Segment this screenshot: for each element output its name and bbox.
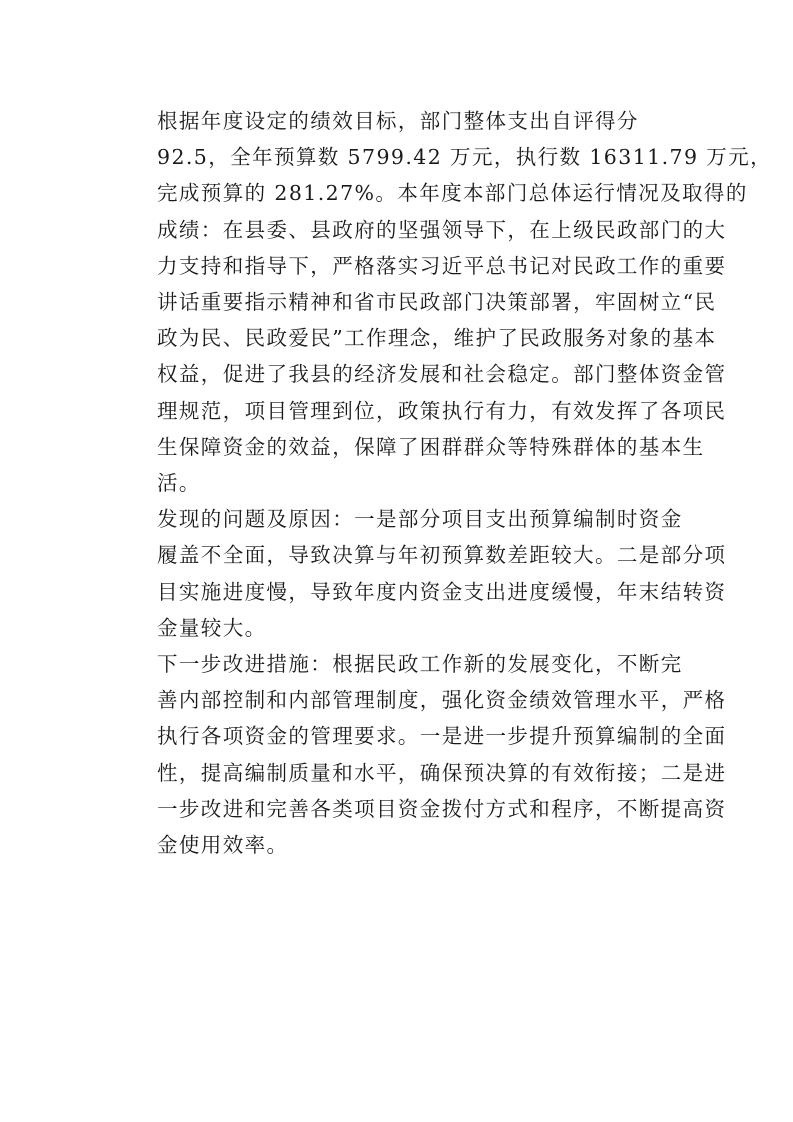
text-line: 完成预算的 281.27%。本年度本部门总体运行情况及取得的 (157, 181, 748, 206)
paragraph-improvement-measures (116, 646, 727, 863)
text-line: 金量较大。 (157, 615, 267, 640)
text-line: 执行各项资金的管理要求。一是进一步提升预算编制的全面 (157, 724, 727, 749)
text-line: 根据年度设定的绩效目标，部门整体支出自评得分 (157, 109, 639, 133)
text-line: 履盖不全面，导致决算与年初预算数差距较大。二是部分项 (157, 543, 727, 568)
text-line: 成绩：在县委、县政府的坚强领导下，在上级民政部门的大 (157, 217, 727, 242)
text-line: 金使用效率。 (157, 833, 289, 858)
text-line: 力支持和指导下，严格落实习近平总书记对民政工作的重要 (157, 253, 727, 278)
text-line: 讲话重要指示精神和省市民政部门决策部署，牢固树立“民 (157, 290, 717, 315)
document-body (116, 103, 772, 863)
text-line: 政为民、民政爱民”工作理念，维护了民政服务对象的基本 (157, 326, 717, 351)
text-line: 理规范，项目管理到位，政策执行有力，有效发挥了各项民 (157, 398, 727, 423)
text-line: 生保障资金的效益，保障了困群群众等特殊群体的基本生 (157, 434, 705, 459)
text-line: 性，提高编制质量和水平，确保预决算的有效衔接；二是进 (157, 760, 727, 785)
text-line: 善内部控制和内部管理制度，强化资金绩效管理水平，严格 (157, 688, 727, 713)
text-line: 一步改进和完善各类项目资金拨付方式和程序，不断提高资 (157, 796, 727, 821)
paragraph-problems-and-causes (116, 501, 727, 646)
paragraph-performance-summary (116, 103, 772, 501)
text-line: 活。 (157, 471, 201, 496)
text-line: 发现的问题及原因：一是部分项目支出预算编制时资金 (157, 507, 683, 532)
text-line: 权益，促进了我县的经济发展和社会稳定。部门整体资金管 (157, 362, 727, 387)
text-line: 目实施进度慢，导致年度内资金支出进度缓慢，年末结转资 (157, 579, 727, 604)
text-line: 92.5，全年预算数 5799.42 万元，执行数 16311.79 万元， (157, 145, 772, 170)
text-line: 下一步改进措施：根据民政工作新的发展变化，不断完 (157, 652, 683, 677)
